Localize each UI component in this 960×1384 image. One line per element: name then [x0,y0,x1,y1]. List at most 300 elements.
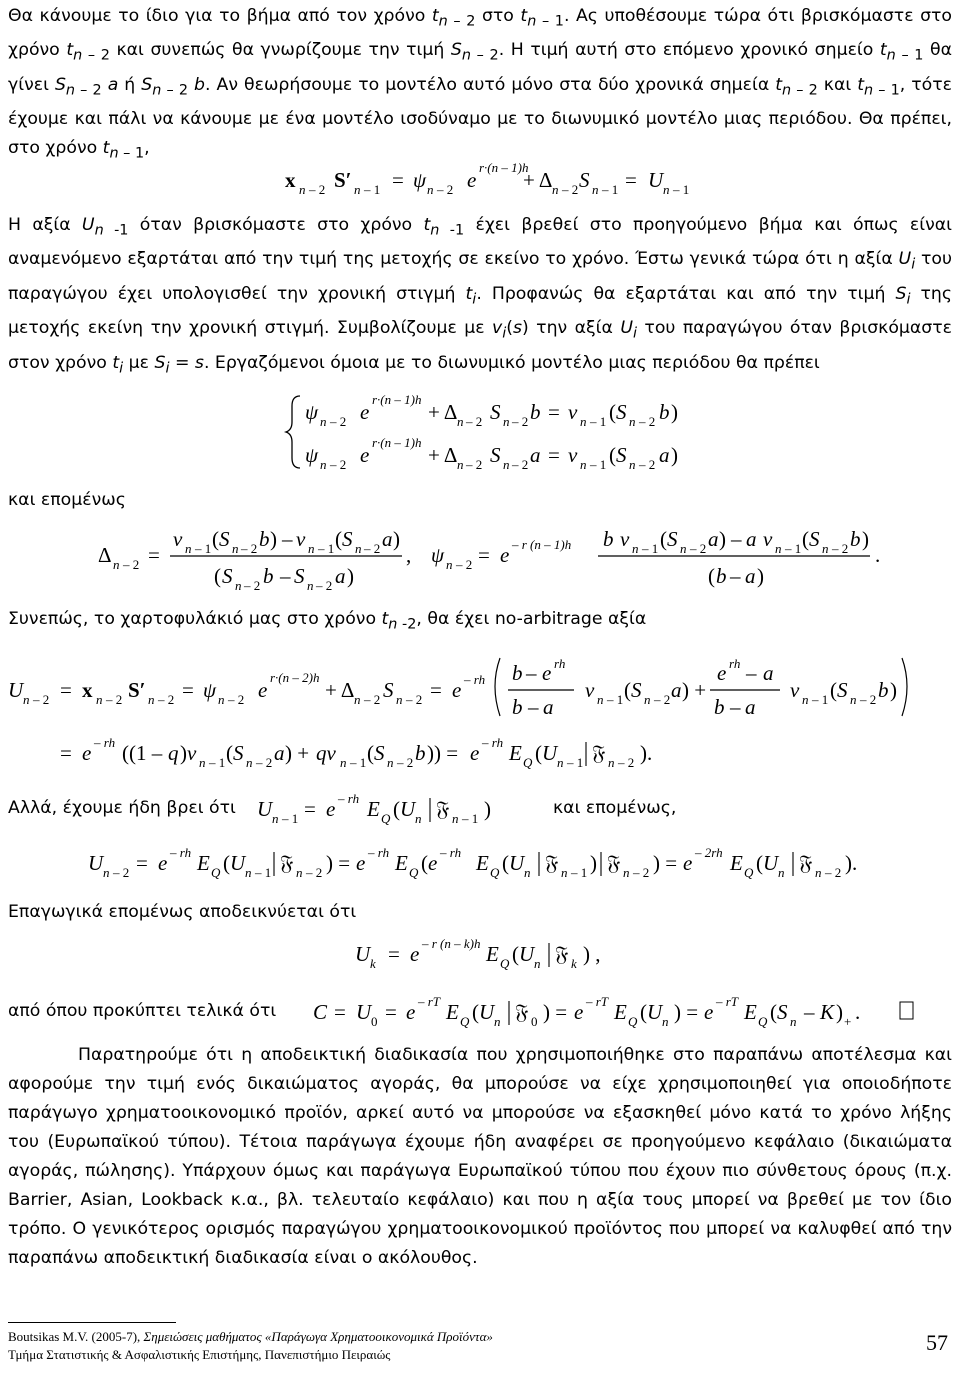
svg-text:n: n [299,182,306,197]
svg-text:k: k [571,956,577,971]
svg-text:=: = [304,797,316,821]
svg-text:=: = [60,678,72,702]
svg-text:– 1: – 1 [607,692,624,707]
svg-text:S: S [383,678,394,702]
svg-text:e: e [717,661,727,685]
svg-text:– rT: – rT [716,994,739,1009]
svg-text:n: n [452,811,459,826]
svg-text:x: x [82,678,93,702]
svg-text:e: e [467,168,477,192]
svg-text:n: n [396,692,403,707]
svg-text:Q: Q [460,1014,470,1029]
svg-text:n: n [561,865,568,880]
svg-text:,: , [406,543,412,567]
svg-text:– 2: – 2 [316,578,333,593]
svg-text:n: n [354,692,361,707]
svg-text:(: ( [802,527,809,551]
svg-text:– 2: – 2 [618,755,635,770]
svg-text:– 1: – 1 [785,541,802,556]
svg-text:– rh: – rh [440,845,462,860]
svg-text:S: S [667,527,678,551]
svg-text:S: S [631,678,642,702]
svg-text:n: n [232,541,239,556]
svg-text:((1 –: ((1 – [122,741,163,765]
svg-text:n: n [199,755,206,770]
svg-text:) +: ) + [682,678,707,702]
svg-text:Δ: Δ [98,543,112,567]
svg-text:n: n [320,414,327,429]
svg-text:x: x [285,168,296,192]
svg-text:n: n [580,414,587,429]
svg-text:Q: Q [628,1014,638,1029]
svg-text:–: – [282,527,293,551]
svg-text:– 1: – 1 [590,457,607,472]
svg-text:– 1: – 1 [209,755,226,770]
svg-text:– 2: – 2 [633,865,650,880]
svg-text:n: n [822,541,829,556]
svg-text:n: n [272,811,279,826]
svg-text:𝔉: 𝔉 [592,741,606,765]
svg-text:) ,: ) , [583,942,601,966]
svg-text:(: ( [624,678,631,702]
svg-text:U: U [647,1000,663,1024]
svg-text:a: a [274,741,285,765]
svg-text:e: e [158,851,168,875]
svg-text:n: n [308,541,315,556]
svg-text:n: n [557,755,564,770]
svg-text:): ) [347,564,354,588]
svg-text:b: b [512,661,523,685]
svg-text:b: b [415,741,426,765]
svg-text:ψ: ψ [305,443,319,467]
svg-text:a: a [763,661,774,685]
equation-induction [355,936,601,971]
svg-text:(: ( [660,527,667,551]
svg-text:ψ: ψ [305,400,319,424]
svg-text:n: n [503,414,510,429]
svg-text:n: n [623,865,630,880]
svg-text:E: E [395,851,408,875]
svg-text:n: n [608,755,615,770]
svg-text:U: U [400,797,416,821]
svg-text:U: U [509,851,525,875]
svg-text:– 1: – 1 [642,541,659,556]
svg-text:U: U [8,678,24,702]
svg-text:U: U [356,1000,372,1024]
svg-text:0: 0 [371,1014,378,1029]
svg-text:n: n [340,755,347,770]
svg-text:(: ( [609,443,616,467]
svg-text:– rT: – rT [586,994,609,1009]
svg-text:n: n [815,865,822,880]
svg-text:n: n [597,692,604,707]
svg-text:n: n [320,457,327,472]
svg-text:– 2: – 2 [654,692,671,707]
svg-text:E: E [197,851,210,875]
svg-text:– 2: – 2 [228,692,245,707]
svg-text:– 1: – 1 [673,182,690,197]
footer-author: Boutsikas M.V. (2005-7), [8,1329,144,1344]
svg-text:– 2: – 2 [825,865,842,880]
svg-text:E: E [509,741,522,765]
svg-text:E: E [730,851,743,875]
svg-text:n: n [148,692,155,707]
svg-text:𝔉: 𝔉 [515,1000,529,1024]
svg-text:– r (n – k)h: – r (n – k)h [422,936,481,951]
svg-text:– 2: – 2 [256,755,273,770]
svg-text:=: = [334,1000,346,1024]
svg-text:r·(n – 1)h: r·(n – 1)h [372,435,422,450]
svg-text:S: S [222,564,233,588]
paragraph-value-function: Η αξία $U_{n -1}$ όταν βρισκόμαστε στο χρόνο $t_{n -1}$ έχει βρεθεί στο προηγούμενο βήμα και όπως είναι αναμενόμενο εξαρτάται από την τιμή της μετοχής σε εκείνο το χρόνο. Έστω γενικά τώρα ότι η αξία $U_i$ του παραγώγου έχει υπολογισθεί την χρονική στιγμή $t_i$. Προφανώς θα εξαρτάται και από την τιμή $S_i$ της μετοχής εκείνη την χρονική στιγμή. Συμβολίζουμε με $v_i(s)$ την αξία $U_i$ του παραγώγου όταν βρισκόμαστε στον χρόνο $t_i$ με $S_i = s$. Εργαζόμενοι όμοια με το διωνυμικό μοντέλο μιας περιόδου θα πρέπει [8,215,953,377]
svg-text:n: n [387,755,394,770]
svg-text:– 2: – 2 [437,182,454,197]
svg-text:– 1: – 1 [318,541,335,556]
footer-title: Σημειώσεις μαθήματος «Παράγωγα Χρηματοοικονομικά Προϊόντα» [143,1329,493,1344]
svg-text:qv: qv [316,741,336,765]
svg-text:(: ( [472,1000,479,1024]
svg-text:E: E [614,1000,627,1024]
svg-text:.: . [855,1000,861,1024]
svg-text:𝔉: 𝔉 [436,797,450,821]
svg-text:n: n [663,182,670,197]
svg-text:rh: rh [729,656,741,671]
svg-text:n: n [246,755,253,770]
svg-text:=: = [388,942,400,966]
svg-text:b: b [603,527,614,551]
svg-text:) =: ) = [674,1000,699,1024]
svg-text:(: ( [335,527,342,551]
svg-text:) =: ) = [653,851,678,875]
svg-text:a: a [745,695,756,719]
equation-portfolio-value [8,656,907,770]
svg-text:– 2: – 2 [241,541,258,556]
svg-text:n: n [415,811,422,826]
svg-text:b: b [512,695,523,719]
svg-text:=: = [182,678,194,702]
svg-text:– 2: – 2 [113,865,130,880]
svg-text:+ Δ: + Δ [428,443,458,467]
svg-text:– rh: – rh [368,845,390,860]
svg-text:C: C [313,1000,328,1024]
svg-text:) =: ) = [326,851,351,875]
svg-text:e: e [82,741,92,765]
equation-delta-psi [98,527,880,593]
equation-final-price [313,994,913,1029]
svg-text:n: n [103,865,110,880]
svg-text:– 1: – 1 [602,182,619,197]
svg-text:𝔉: 𝔉 [607,851,621,875]
svg-text:=: = [478,543,490,567]
svg-text:a: a [530,443,541,467]
svg-text:b: b [716,564,727,588]
svg-text:n: n [644,692,651,707]
svg-text:q: q [168,741,179,765]
svg-text:– 2rh: – 2rh [695,845,723,860]
svg-text:e: e [360,400,370,424]
svg-text:+ Δ: + Δ [325,678,355,702]
svg-text:n: n [580,457,587,472]
svg-text:e: e [410,942,420,966]
svg-text:S: S [616,400,627,424]
svg-text:b: b [850,527,861,551]
svg-text:=: = [430,678,442,702]
svg-text:S: S [342,527,353,551]
svg-text:=: = [148,543,160,567]
equation-hedge-condition [285,160,689,197]
svg-text:v: v [187,741,197,765]
svg-text:𝔉: 𝔉 [799,851,813,875]
svg-text:) +: ) + [285,741,310,765]
svg-text:e: e [683,851,693,875]
svg-text:n: n [534,956,541,971]
svg-text:n: n [446,557,453,572]
line-but-we-have: Αλλά, έχουμε ήδη βρει ότι [8,798,236,818]
svg-text:– 2: – 2 [690,541,707,556]
svg-text:): ) [393,527,400,551]
svg-text:U: U [230,851,246,875]
svg-text:E: E [486,942,499,966]
svg-text:(: ( [223,851,230,875]
svg-text:– 1: – 1 [590,414,607,429]
svg-text:0: 0 [531,1014,538,1029]
svg-text:Q: Q [523,755,533,770]
svg-text:): ) [180,741,187,765]
svg-text:): ) [484,797,491,821]
svg-text:S: S [616,443,627,467]
svg-text:(: ( [367,741,374,765]
page-number: 57 [926,1330,948,1355]
svg-text:a: a [746,527,757,551]
svg-text:e: e [500,543,510,567]
svg-text:Q: Q [500,956,510,971]
svg-text:e: e [452,678,462,702]
svg-text:U: U [88,851,104,875]
svg-text:n: n [245,865,252,880]
svg-text:(: ( [756,851,763,875]
svg-text:(: ( [421,851,428,875]
svg-text:e: e [326,797,336,821]
svg-text:– 2: – 2 [639,457,656,472]
svg-text:a: a [659,443,670,467]
svg-text:n: n [96,692,103,707]
label-and-therefore: και επομένως [8,490,126,510]
svg-text:e: e [574,1000,584,1024]
svg-text:n: n [218,692,225,707]
svg-text:– r (n – 1)h: – r (n – 1)h [512,537,572,552]
svg-text:(: ( [770,1000,777,1024]
svg-text:S′: S′ [128,678,146,702]
equation-inline-recall [257,791,491,826]
svg-text:n: n [307,578,314,593]
equation-tower [88,845,857,880]
svg-text:n: n [790,1014,797,1029]
svg-text:S: S [837,678,848,702]
svg-text:Q: Q [211,865,221,880]
footer-rule [8,1322,176,1323]
svg-text:E: E [744,1000,757,1024]
svg-text:=: = [548,400,560,424]
line-portfolio-value: Συνεπώς, το χαρτοφυλάκιό μας στο χρόνο $t_{n -2}$, θα έχει no-arbitrage αξία [8,609,647,633]
svg-text:– 2: – 2 [466,457,483,472]
svg-text:n: n [185,541,192,556]
svg-text:–: – [526,661,537,685]
svg-text:): ) [590,851,597,875]
footer [8,1328,493,1364]
svg-text:U: U [648,168,664,192]
svg-text:v: v [790,678,800,702]
svg-text:– 2: – 2 [406,692,423,707]
svg-text:): ) [671,443,678,467]
svg-text:.: . [875,543,881,567]
svg-text:U: U [355,942,371,966]
svg-text:n: n [662,1014,669,1029]
svg-text:S: S [490,443,501,467]
svg-text:S: S [579,168,590,192]
svg-text:v: v [568,443,578,467]
line-finally: από όπου προκύπτει τελικά ότι [8,1001,277,1021]
svg-text:– rh: – rh [482,735,504,750]
svg-text:– 2: – 2 [123,557,140,572]
svg-text:– 2: – 2 [466,414,483,429]
svg-text:e: e [704,1000,714,1024]
svg-text:b: b [714,695,725,719]
svg-text:– 1: – 1 [462,811,479,826]
svg-text:): ) [890,678,897,702]
svg-text:n: n [355,541,362,556]
svg-text:–: – [730,564,741,588]
svg-text:𝔉: 𝔉 [555,942,569,966]
svg-text:) =: ) = [543,1000,568,1024]
svg-text:S: S [374,741,385,765]
svg-text:– 1: – 1 [364,182,381,197]
svg-text:(: ( [212,527,219,551]
svg-text:–: – [528,695,539,719]
svg-text:n: n [778,865,785,880]
svg-text:– 2: – 2 [364,541,381,556]
svg-text:ψ: ψ [431,543,445,567]
svg-text:(: ( [830,678,837,702]
svg-text:e: e [356,851,366,875]
svg-text:n: n [427,182,434,197]
svg-text:K: K [820,1000,835,1024]
svg-text:): ) [836,1000,843,1024]
svg-text:n: n [457,457,464,472]
svg-text:S: S [219,527,230,551]
svg-text:a: a [382,527,393,551]
qed-box-icon [900,1002,913,1019]
svg-text:(: ( [502,851,509,875]
svg-text:n: n [632,541,639,556]
svg-text:b: b [259,527,270,551]
svg-text:v: v [173,527,183,551]
svg-text:n: n [494,1014,501,1029]
svg-text:– 2: – 2 [33,692,50,707]
svg-text:S: S [490,400,501,424]
svg-text:v: v [620,527,630,551]
svg-text:– 2: – 2 [456,557,473,572]
paragraph-intro: Θα κάνουμε το ίδιο για το βήμα από τον χρόνο $t_{n - 2}$ στο $t_{n - 1}$. Ας υποθέσουμε τώρα ότι βρισκόμαστε στο χρόνο $t_{n - 2}$ και συνεπώς θα γνωρίζουμε την τιμή $S_{n - 2}$. Η τιμή αυτή στο επόμενο χρονικό σημείο $t_{n - 1}$ θα γίνει $S_{n - 2}$ a ή $S_{n - 2}$ b. Αν θεωρήσουμε το μοντέλο αυτό μόνο στα δύο χρονικά σημεία $t_{n - 2}$ και $t_{n - 1}$, τότε έχουμε και πάλι να κάνουμε με ένα μοντέλο ισοδύναμο με το διωνυμικό μοντέλο μιας περιόδου. Θα πρέπει, στο χρόνο $t_{n - 1}$, [8,6,953,162]
svg-text:): ) [270,527,277,551]
svg-text:n: n [23,692,30,707]
svg-text:Q: Q [744,865,754,880]
svg-text:– 2: – 2 [158,692,175,707]
svg-text:r·(n – 1)h: r·(n – 1)h [479,160,529,175]
svg-text:e: e [542,661,552,685]
svg-text:Q: Q [758,1014,768,1029]
line-but-we-have-tail: και επομένως, [553,798,677,818]
svg-text:– 1: – 1 [571,865,588,880]
svg-text:S: S [777,1000,788,1024]
svg-text:n: n [552,182,559,197]
svg-text:S′: S′ [334,168,352,192]
svg-text:v: v [763,527,773,551]
svg-text:– 1: – 1 [282,811,299,826]
svg-text:𝔉: 𝔉 [280,851,294,875]
svg-text:(: ( [226,741,233,765]
svg-text:n: n [775,541,782,556]
svg-text:U: U [479,1000,495,1024]
svg-text:n: n [629,457,636,472]
svg-text:e: e [428,851,438,875]
svg-text:=: = [136,851,148,875]
svg-text:n: n [354,182,361,197]
svg-text:e: e [360,443,370,467]
paragraph-remark: Παρατηρούμε ότι η αποδεικτική διαδικασία που χρησιμοποιήθηκε στο παραπάνω αποτέλεσμα και αφορούμε την τιμή ενός δικαιώματος αγοράς, θα μπορούσε να είχε χρησιμοποιηθεί για οποιοδήποτε παράγωγο χρηματοοικονομικό προϊόν, αρκεί αυτό να μπορούσε να εξασκηθεί μόνο κατά το χρόνο λήξης του (Ευρωπαϊκού τύπου). Τέτοια παράγωγα έχουμε ήδη αναφέρει σε προηγούμενο κεφάλαιο (δικαιώματα αγοράς, πώλησης). Υπάρχουν όμως και παράγωγα Ευρωπαϊκού τύπου που έχουν πιο σύνθετους όρους (π.χ. Barrier, Asian, Lookback κ.α., βλ. τελευταίο κεφάλαιο) και που η αξία τους μπορεί να βρεθεί με τον ίδιο τρόπο. Ο γενικότερος ορισμός παραγώγου χρηματοοικονομικού προϊόντος που μπορεί να καλυφθεί από την παραπάνω αποδεικτική διαδικασία είναι ο ακόλουθος. [8,1045,952,1268]
svg-text:– 1: – 1 [255,865,272,880]
footer-department: Τμήμα Στατιστικής & Ασφαλιστικής Επιστήμης, Πανεπιστήμιο Πειραιώς [8,1347,391,1362]
svg-text:ψ: ψ [413,168,427,192]
svg-text:b: b [659,400,670,424]
svg-text:– 2: – 2 [832,541,849,556]
svg-text:S: S [233,741,244,765]
svg-text:– 2: – 2 [330,414,347,429]
svg-text:Q: Q [381,811,391,826]
svg-text:n: n [296,865,303,880]
svg-text:– rh: – rh [170,845,192,860]
svg-text:=: = [548,443,560,467]
svg-text:=: = [625,168,637,192]
svg-text:– rh: – rh [94,735,116,750]
svg-text:=: = [385,1000,397,1024]
svg-text:e: e [258,678,268,702]
svg-text:).: ). [845,851,858,875]
svg-text:+: + [844,1014,852,1029]
svg-text:b: b [530,400,541,424]
svg-text:–: – [280,564,291,588]
svg-text:n: n [524,865,531,880]
svg-text:– 2: – 2 [364,692,381,707]
svg-text:(: ( [640,1000,647,1024]
svg-text:–: – [731,527,742,551]
svg-text:): ) [757,564,764,588]
svg-text:– 2: – 2 [309,182,326,197]
svg-text:– rT: – rT [418,994,441,1009]
svg-text:– 1: – 1 [812,692,829,707]
svg-text:– 1: – 1 [567,755,584,770]
svg-text:U: U [763,851,779,875]
svg-text:S: S [294,564,305,588]
svg-text:– 1: – 1 [195,541,212,556]
svg-text:): ) [671,400,678,424]
svg-text:– 2: – 2 [397,755,414,770]
svg-text:S: S [809,527,820,551]
svg-text:v: v [568,400,578,424]
svg-text:–: – [804,1000,815,1024]
svg-text:– 2: – 2 [562,182,579,197]
svg-text:rh: rh [554,656,566,671]
svg-text:b: b [878,678,889,702]
